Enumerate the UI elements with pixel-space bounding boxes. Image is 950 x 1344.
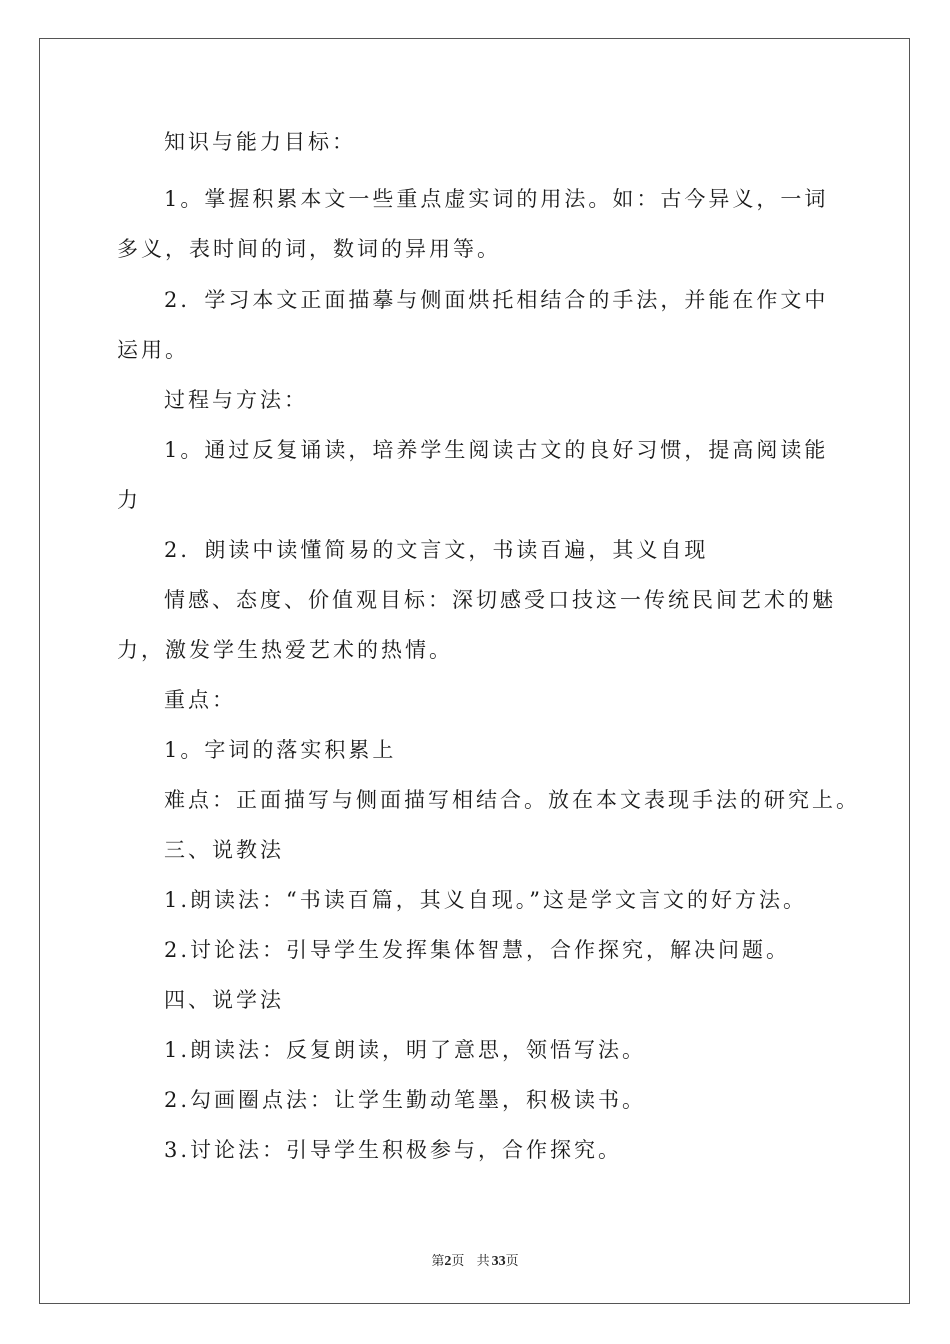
text-line: 力，激发学生热爱艺术的热情。: [117, 638, 453, 662]
text-line: 过程与方法：: [164, 388, 308, 412]
section-heading: 三、说教法: [164, 838, 284, 862]
text-line: 1.朗读法：反复朗读，明了意思，领悟写法。: [164, 1038, 647, 1062]
text-line: 难点：正面描写与侧面描写相结合。放在本文表现手法的研究上。: [164, 788, 860, 812]
text-line: 1。通过反复诵读，培养学生阅读古文的良好习惯，提高阅读能: [164, 438, 829, 462]
text-line: 1。掌握积累本文一些重点虚实词的用法。如：古今异义，一词: [164, 187, 829, 211]
text-line: 重点：: [164, 688, 236, 712]
total-prefix: 共: [476, 1254, 490, 1269]
text-line: 知识与能力目标：: [164, 130, 356, 154]
page-indicator: [431, 1254, 464, 1269]
page-suffix: 页: [451, 1254, 465, 1269]
section-heading: 四、说学法: [164, 988, 284, 1012]
text-line: 2．学习本文正面描摹与侧面烘托相结合的手法，并能在作文中: [164, 288, 829, 312]
text-line: 多义，表时间的词，数词的异用等。: [117, 237, 501, 261]
text-line: 力: [117, 488, 141, 512]
total-indicator: [477, 1254, 519, 1269]
total-suffix: 页: [505, 1254, 519, 1269]
text-line: 2．朗读中读懂简易的文言文，书读百遍，其义自现: [164, 538, 709, 562]
page-number: 2: [444, 1254, 452, 1269]
text-line: 运用。: [117, 338, 189, 362]
total-pages: 33: [491, 1254, 506, 1269]
page-frame: [39, 38, 910, 1304]
text-line: 2.讨论法：引导学生发挥集体智慧，合作探究，解决问题。: [164, 938, 791, 962]
page-prefix: 第: [431, 1254, 445, 1269]
text-line: 1。字词的落实积累上: [164, 738, 397, 762]
page-footer: [0, 1250, 950, 1270]
text-line: 1.朗读法：“书读百篇，其义自现。”这是学文言文的好方法。: [164, 888, 808, 912]
text-line: 3.讨论法：引导学生积极参与，合作探究。: [164, 1138, 623, 1162]
text-line: 2.勾画圈点法：让学生勤动笔墨，积极读书。: [164, 1088, 647, 1112]
text-line: 情感、态度、价值观目标：深切感受口技这一传统民间艺术的魅: [164, 588, 836, 612]
